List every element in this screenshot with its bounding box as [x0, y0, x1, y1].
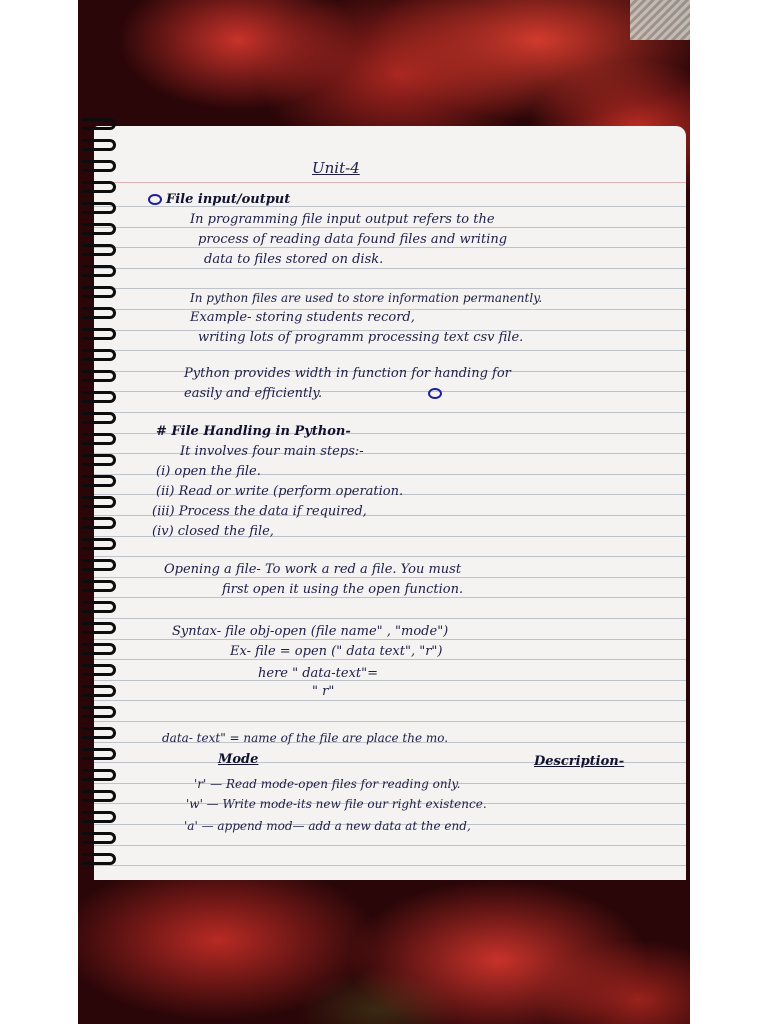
- spiral-coil: [82, 559, 116, 571]
- mode-row: 'a' — append mod— add a new data at the end,: [184, 819, 471, 833]
- ruled-line: [94, 288, 686, 289]
- spiral-coil: [82, 748, 116, 760]
- spiral-coil: [82, 328, 116, 340]
- spiral-coil: [82, 118, 116, 130]
- step-item: (i) open the file.: [156, 464, 261, 479]
- spiral-coil: [82, 433, 116, 445]
- spiral-coil: [82, 496, 116, 508]
- note-line: In programming file input output refers to the: [190, 212, 495, 227]
- note-line: first open it using the open function.: [222, 582, 464, 597]
- fabric-corner: [630, 0, 690, 40]
- note-line: Python provides width in function for handing for: [184, 366, 511, 381]
- spiral-coil: [82, 622, 116, 634]
- ruled-line: [94, 412, 686, 413]
- spiral-coil: [82, 790, 116, 802]
- unit-title: Unit-4: [312, 159, 360, 177]
- ruled-line: [94, 618, 686, 619]
- scribble-mark: [428, 388, 442, 399]
- notebook-page: [94, 126, 686, 880]
- spiral-coil: [82, 202, 116, 214]
- spiral-coil: [82, 643, 116, 655]
- spiral-coil: [82, 832, 116, 844]
- spiral-coil: [82, 517, 116, 529]
- spiral-coil: [82, 601, 116, 613]
- ruled-line: [94, 680, 686, 681]
- note-line: Opening a file- To work a red a file. You must: [164, 562, 462, 577]
- syntax-line: Syntax- file obj-open (file name" , "mode"): [172, 624, 449, 639]
- spiral-coil: [82, 811, 116, 823]
- note-line: easily and efficiently.: [184, 386, 323, 401]
- mode-row: 'w' — Write mode-its new file our right existence.: [186, 797, 487, 811]
- heading-file-handling: # File Handling in Python-: [156, 424, 351, 439]
- page-margin-line: [94, 182, 686, 183]
- spiral-coil: [82, 307, 116, 319]
- table-header-description: Description-: [534, 754, 625, 769]
- spiral-coil: [82, 538, 116, 550]
- heading-file-io: File input/output: [166, 192, 291, 207]
- spiral-coil: [82, 181, 116, 193]
- spiral-coil: [82, 370, 116, 382]
- spiral-coil: [82, 139, 116, 151]
- ruled-line: [94, 556, 686, 557]
- spiral-coil: [82, 706, 116, 718]
- note-line: writing lots of programm processing text csv file.: [198, 330, 524, 345]
- table-header-mode: Mode: [218, 752, 259, 767]
- spiral-coil: [82, 265, 116, 277]
- note-line: Example- storing students record,: [190, 310, 415, 325]
- spiral-coil: [82, 853, 116, 865]
- ruled-line: [94, 268, 686, 269]
- spiral-coil: [82, 580, 116, 592]
- spiral-coil: [82, 664, 116, 676]
- spiral-coil: [82, 160, 116, 172]
- step-item: (iv) closed the file,: [152, 524, 274, 539]
- note-line: here " data-text"=: [258, 666, 379, 681]
- notebook-photo: [78, 0, 690, 1024]
- ruled-line: [94, 845, 686, 846]
- spiral-coil: [82, 391, 116, 403]
- step-item: (iii) Process the data if required,: [152, 504, 367, 519]
- note-line: It involves four main steps:-: [180, 444, 364, 459]
- note-line: process of reading data found files and writing: [198, 232, 508, 247]
- note-line: data to files stored on disk.: [204, 252, 384, 267]
- spiral-coil: [82, 454, 116, 466]
- mode-row: 'r' — Read mode-open files for reading only.: [194, 777, 461, 791]
- note-line: In python files are used to store information permanently.: [190, 291, 543, 305]
- spiral-coil: [82, 223, 116, 235]
- spiral-coil: [82, 727, 116, 739]
- example-line: Ex- file = open (" data text", "r"): [230, 644, 443, 659]
- bullet-mark: [148, 194, 162, 205]
- spiral-coil: [82, 244, 116, 256]
- ruled-line: [94, 350, 686, 351]
- spiral-coil: [82, 685, 116, 697]
- ruled-line: [94, 865, 686, 866]
- note-line: " r": [312, 684, 335, 699]
- note-line: data- text" = name of the file are place the mo.: [162, 731, 449, 745]
- spiral-coil: [82, 769, 116, 781]
- ruled-line: [94, 391, 686, 392]
- ruled-line: [94, 721, 686, 722]
- spiral-coil: [82, 412, 116, 424]
- spiral-coil: [82, 286, 116, 298]
- spiral-coil: [82, 349, 116, 361]
- spiral-coil: [82, 475, 116, 487]
- step-item: (ii) Read or write (perform operation.: [156, 484, 404, 499]
- ruled-line: [94, 700, 686, 701]
- spiral-binding: [78, 118, 118, 878]
